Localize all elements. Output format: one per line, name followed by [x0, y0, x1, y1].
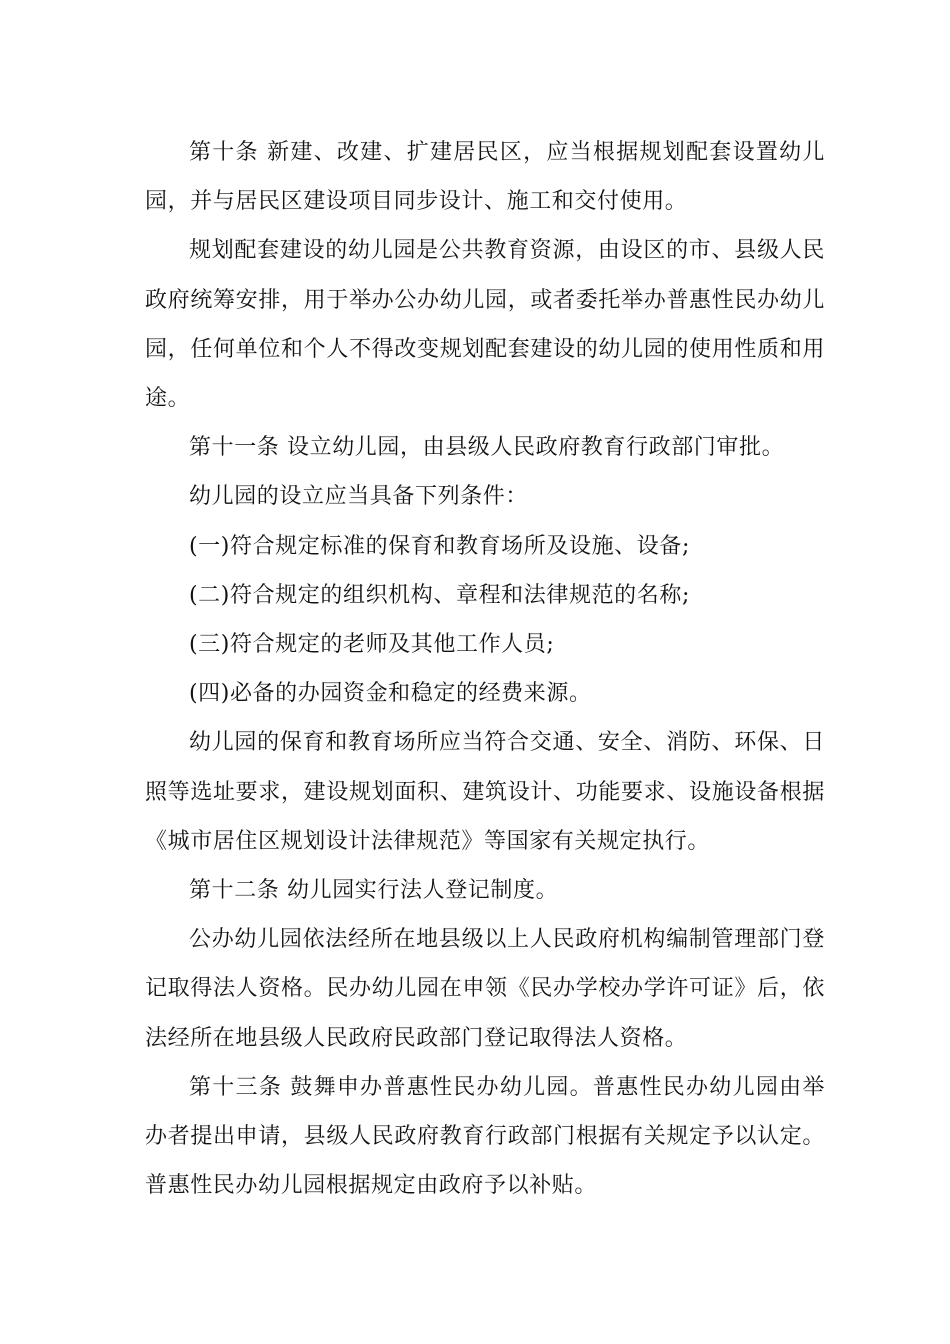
article-11-paragraph: 第十一条 设立幼儿园，由县级人民政府教育行政部门审批。 — [189, 435, 785, 461]
article-10-paragraph: 第十条 新建、改建、扩建居民区，应当根据规划配套设置幼儿园，并与居民区建设项目同步设计、施工和交付使用。 — [145, 140, 825, 215]
site-requirements-paragraph: 幼儿园的保育和教育场所应当符合交通、安全、消防、环保、日照等选址要求，建设规划面积、建筑设计、功能要求、设施设备根据《城市居住区规划设计法律规范》等国家有关规定执行。 — [145, 730, 825, 854]
document-body — [145, 128, 825, 1210]
condition-item-3: (三)符合规定的老师及其他工作人员; — [189, 632, 555, 658]
article-13-paragraph: 第十三条 鼓舞申办普惠性民办幼儿园。普惠性民办幼儿园由举办者提出申请，县级人民政府教育行政部门根据有关规定予以认定。普惠性民办幼儿园根据规定由政府予以补贴。 — [145, 1074, 825, 1199]
planning-kindergarten-paragraph: 规划配套建设的幼儿园是公共教育资源，由设区的市、县级人民政府统筹安排，用于举办公办幼儿园，或者委托举办普惠性民办幼儿园，任何单位和个人不得改变规划配套建设的幼儿园的使用性质和用途。 — [145, 238, 825, 412]
condition-item-4: (四)必备的办园资金和稳定的经费来源。 — [189, 681, 592, 707]
conditions-intro-paragraph: 幼儿园的设立应当具备下列条件： — [189, 484, 529, 510]
article-12-paragraph: 第十二条 幼儿园实行法人登记制度。 — [189, 878, 559, 904]
condition-item-2: (二)符合规定的组织机构、章程和法律规范的名称; — [189, 582, 690, 608]
condition-item-1: (一)符合规定标准的保育和教育场所及设施、设备; — [189, 533, 690, 559]
legal-person-registration-paragraph: 公办幼儿园依法经所在地县级以上人民政府机构编制管理部门登记取得法人资格。民办幼儿园在申领《民办学校办学许可证》后，依法经所在地县级人民政府民政部门登记取得法人资格。 — [145, 927, 825, 1051]
